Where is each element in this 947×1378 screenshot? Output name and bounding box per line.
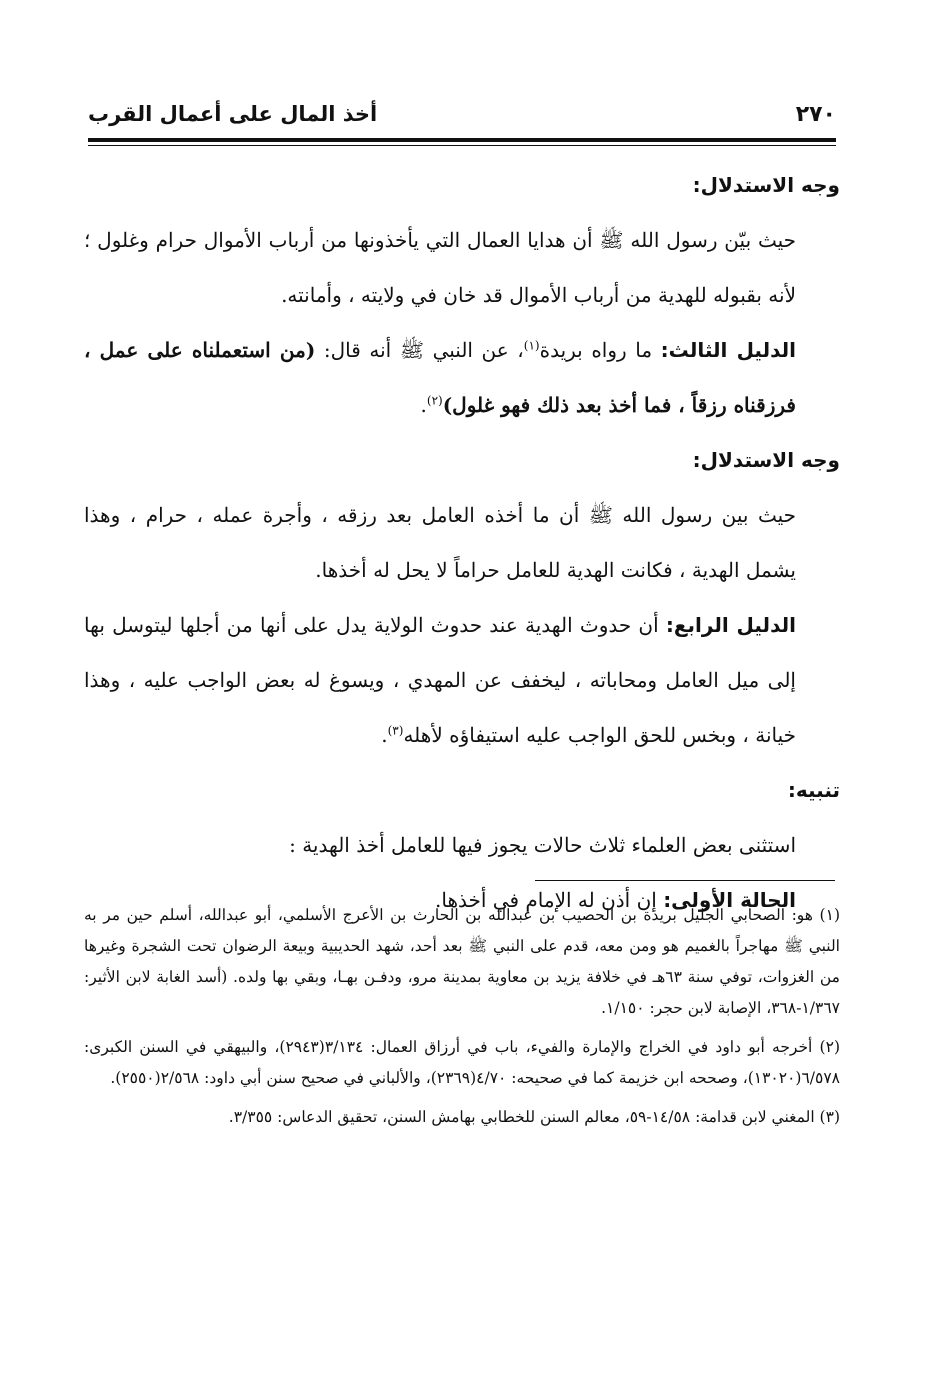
footnotes: [84, 900, 840, 1141]
fourth-evidence-end: .: [381, 723, 388, 747]
footnote-separator: [535, 880, 835, 881]
third-evidence-text: ما رواه بريدة: [539, 338, 661, 362]
footnote-ref-3[interactable]: (٣): [387, 723, 404, 738]
page-header: [88, 92, 836, 132]
footnote-1: (١) هو: الصحابي الجليل بريدة بن الحصيب بن عبدالله بن الحارث بن الأعرج الأسلمي، أبو عبدالله، أسلم حين مر به النبي ﷺ مهاجراً بالغميم هو ومن معه، قدم على النبي ﷺ بعد أحد، شهد الحديبية وبيعة الرضوان تحت الشجرة وغيرها من الغزوات، توفي سنة ٦٣هـ في خلافة يزيد بن معاوية بمدينة مرو، ودفـن بهـا، وبقي بها ولده. (أسد الغابة لابن الأثير: ١/٣٦٧-٣٦٨، الإصابة لابن حجر: ١/١٥٠.: [84, 906, 840, 1017]
fourth-evidence-label: الدليل الرابع:: [665, 613, 796, 637]
heading-note: تنبيه:: [787, 778, 840, 802]
footnote-ref-1[interactable]: (١): [523, 338, 540, 353]
heading-inference-1: وجه الاستدلال:: [692, 173, 840, 197]
body-text: [84, 158, 840, 928]
header-rule-thin: [88, 145, 836, 146]
heading-inference-2: وجه الاستدلال:: [692, 448, 840, 472]
paragraph-third-evidence: [84, 323, 840, 433]
third-evidence-end: .: [420, 393, 427, 417]
footnote-3: (٣) المغني لابن قدامة: ١٤/٥٨-٥٩، معالم السنن للخطابي بهامش السنن، تحقيق الدعاس: ٣/٣٥٥.: [228, 1108, 840, 1126]
running-title: أخذ المال على أعمال القرب: [88, 102, 378, 126]
third-evidence-label: الدليل الثالث:: [660, 338, 797, 362]
paragraph-inference-2: حيث بين رسول الله ﷺ أن ما أخذه العامل بعد رزقه ، وأجرة عمله ، حرام ، وهذا يشمل الهدية ، فكانت الهدية للعامل حراماً لا يحل له أخذها.: [84, 503, 796, 582]
first-case-label: الحالة الأولى:: [663, 888, 796, 912]
third-evidence-text-2: ، عن النبي ﷺ أنه قال:: [315, 338, 524, 362]
paragraph-fourth-evidence: [84, 598, 840, 763]
page-number: ٢٧٠: [795, 102, 836, 127]
paragraph-note: استثنى بعض العلماء ثلاث حالات يجوز فيها للعامل أخذ الهدية :: [289, 833, 796, 857]
header-rule-thick: [88, 138, 836, 142]
hadith-quote: (من استعملناه على عمل ، فرزقناه رزقاً ، فما أخذ بعد ذلك فهو غلول): [84, 338, 796, 417]
fourth-evidence-text: أن حدوث الهدية عند حدوث الولاية يدل على أنها من أجلها ليتوسل بها إلى ميل العامل ومحاباته ، ليخفف عن المهدي ، ويسوغ له بعض الواجب عليه ، وهذا خيانة ، وبخس للحق الواجب عليه استيفاؤه لأهله: [84, 613, 796, 747]
footnote-2: (٢) أخرجه أبو داود في الخراج والإمارة والفيء، باب في أرزاق العمال: ٣/١٣٤(٢٩٤٣)، والبيهقي في السنن الكبرى: ٦/٥٧٨(١٣٠٢٠)، وصححه ابن خزيمة كما في صحيحه: ٤/٧٠(٢٣٦٩)، والألباني في صحيح سنن أبي داود: ٢/٥٦٨(٢٥٥٠).: [84, 1038, 840, 1087]
paragraph-inference-1: حيث بيّن رسول الله ﷺ أن هدايا العمال التي يأخذونها من أرباب الأموال حرام وغلول ؛ لأنه بقبوله للهدية من أرباب الأموال قد خان في ولايته ، وأمانته.: [84, 228, 796, 307]
first-case-text: إن أذن له الإمام في أخذها.: [435, 888, 664, 912]
footnote-ref-2[interactable]: (٢): [426, 393, 443, 408]
